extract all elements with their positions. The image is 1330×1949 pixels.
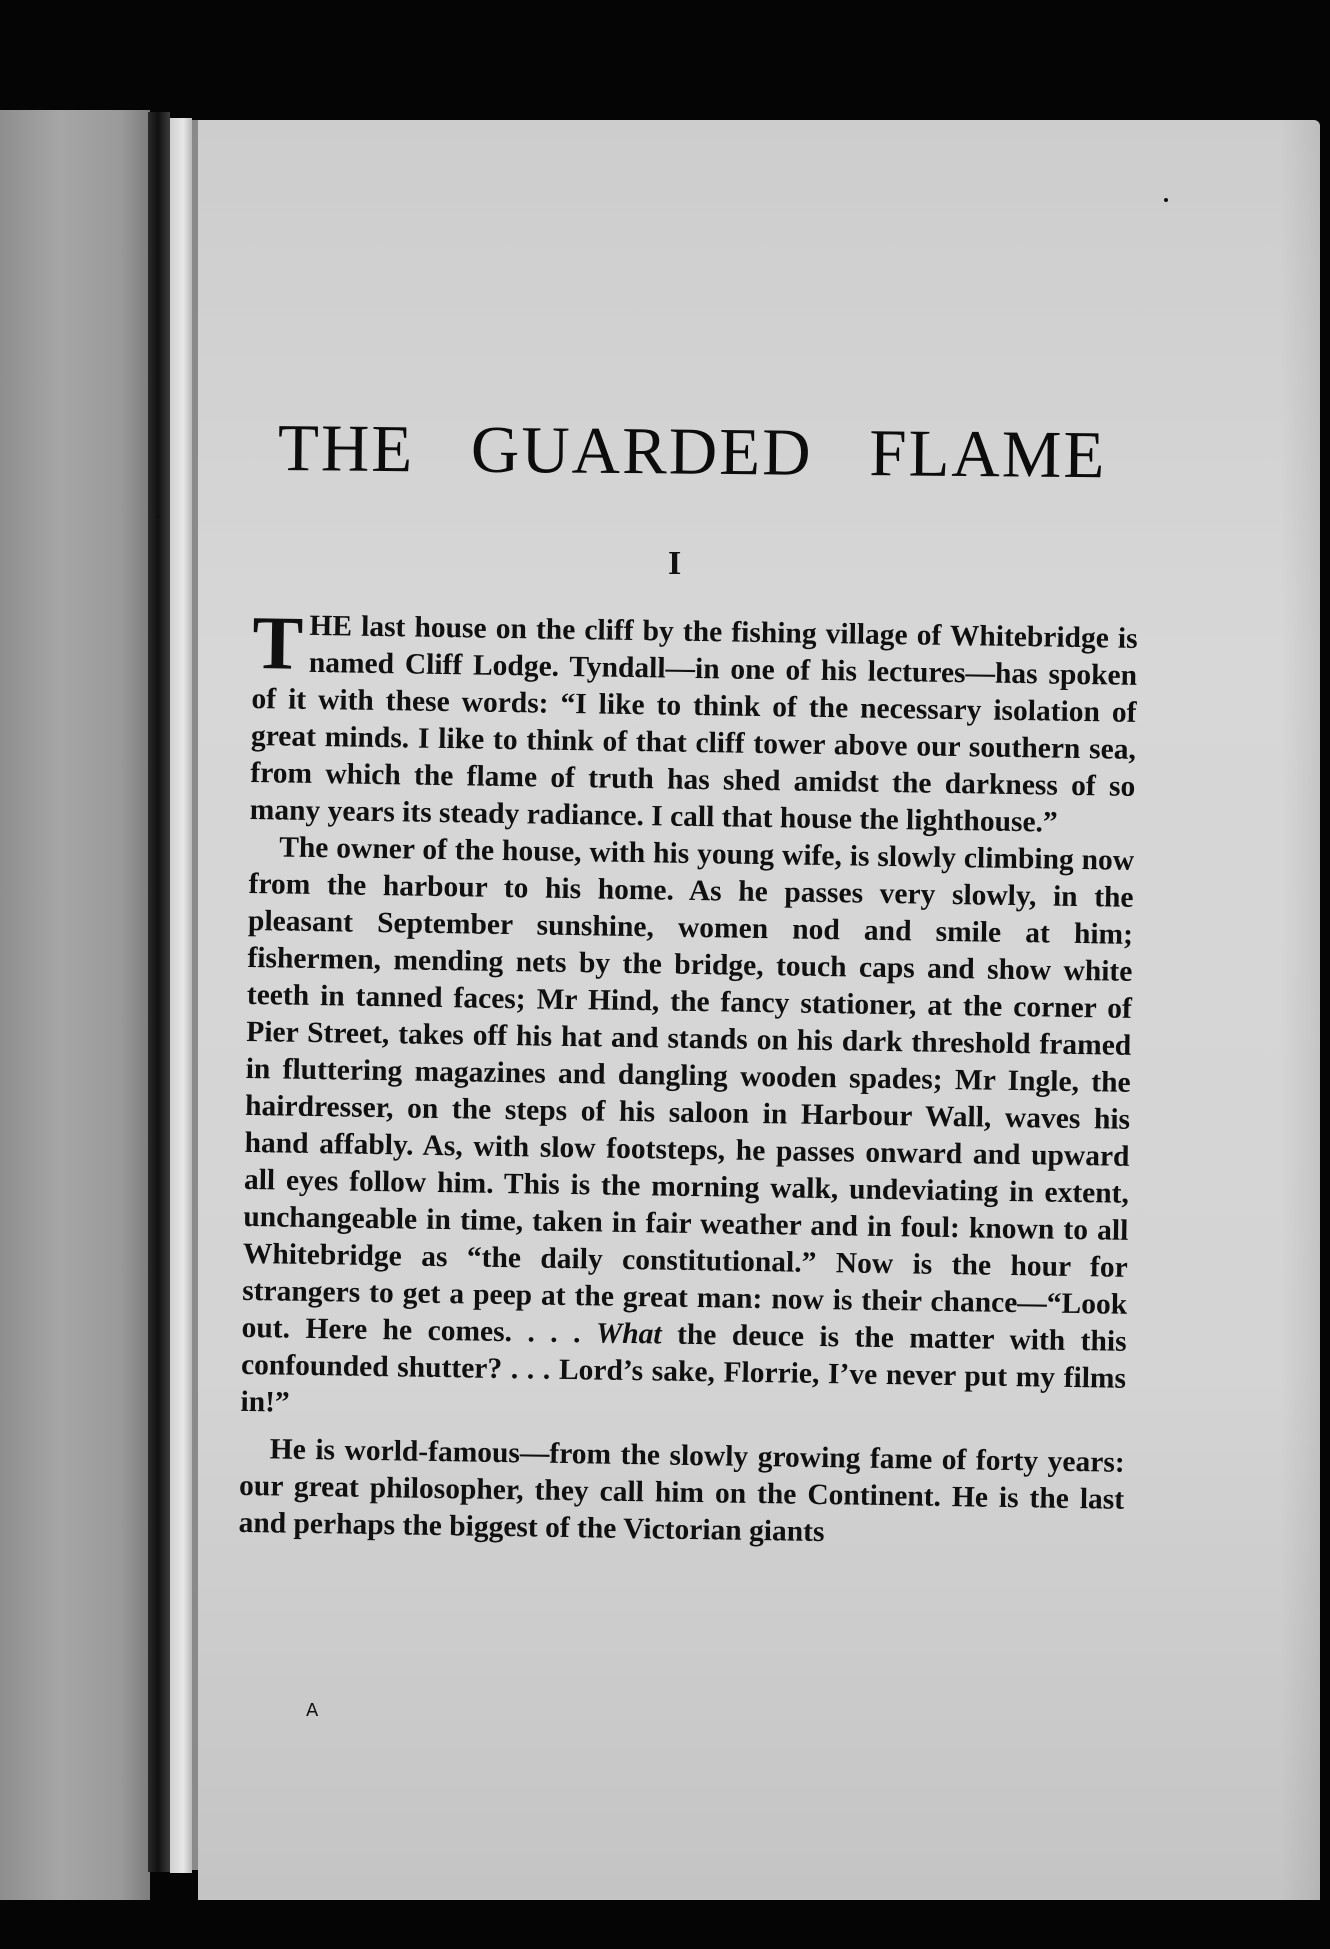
- paragraph-1-text: HE last house on the cliff by the fishing village of Whitebridge is named Cliff Lodge. Tyndall—in one of his lectures—has spoken of it with these words: “I like to think of the necessary isolation of great minds. I like to think of that cliff tower above our southern sea, from which the flame of truth has shed amidst the darkness of so many years its steady radiance. I call that house the lighthouse.”: [249, 609, 1138, 839]
- chapter-number: I: [668, 545, 682, 582]
- paragraph-2-text-a: The owner of the house, with his young wife, is slowly climbing now from the harbour to his home. As he passes very slowly, in the pleasant September sunshine, women nod and smile at him; fishermen, mending nets by the bridge, touch caps and show white teeth in tanned faces; Mr Hind, the fancy stationer, at the corner of Pier Street, takes off his hat and stands on his dark threshold framed in fluttering magazines and dangling wooden spades; Mr Ingle, the hairdresser, on the steps of his saloon in Harbour Wall, waves his hand affably. As, with slow footsteps, he passes onward and upward all eyes follow him. This is the morning walk, undeviating in extent, unchangeable in time, taken in fair weather and in foul: known to all Whitebridge as “the daily constitutional.” Now is the hour for strangers to get a peep at the great man: now is their chance—“Look out. Here he comes. . . .: [241, 831, 1135, 1350]
- scan-speck: [156, 515, 160, 519]
- paragraph-2-text-b: the deuce is the matter with this confounded shutter? . . . Lord’s sake, Florrie, I’ve never put my films in!”: [240, 1318, 1127, 1419]
- signature-mark: A: [306, 1700, 319, 1721]
- paragraph-2: [240, 829, 1134, 1435]
- page-shadow: [1280, 120, 1320, 1900]
- paragraph-3: [238, 1431, 1125, 1556]
- drop-cap: T: [251, 601, 304, 686]
- paragraph-3-text: He is world-famous—from the slowly growing fame of forty years: our great philosopher, they call him on the Continent. He is the last and perhaps the biggest of the Victorian giants: [238, 1433, 1125, 1549]
- scan-speck: [1164, 198, 1168, 202]
- book-page: [198, 120, 1320, 1900]
- book-gutter: [148, 112, 170, 1872]
- page-edge-strip: [170, 118, 192, 1873]
- book-title: THE GUARDED FLAME: [277, 411, 1107, 493]
- paragraph-1: [249, 601, 1138, 843]
- chapter-text: [238, 601, 1138, 1556]
- paragraph-2-emphasis: What: [595, 1317, 662, 1351]
- facing-page-edge: [0, 110, 150, 1900]
